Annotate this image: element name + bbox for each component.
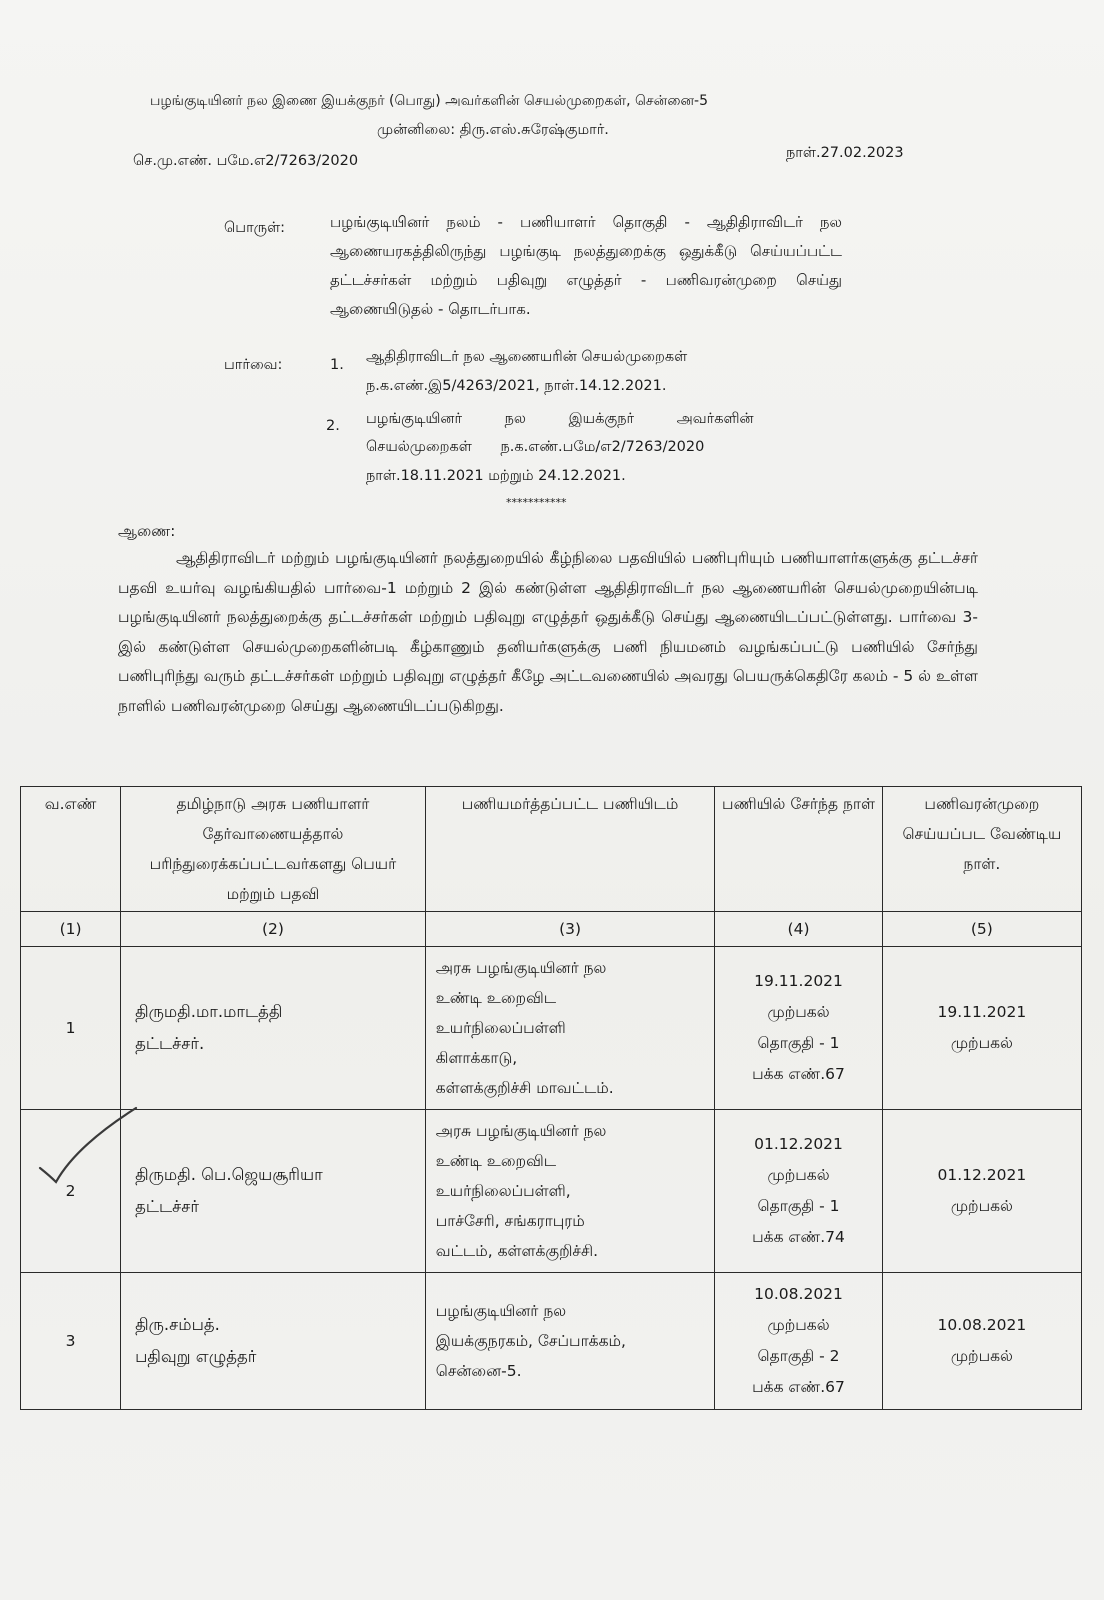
- order-body: ஆதிதிராவிடர் மற்றும் பழங்குடியினர் நலத்துறையில் கீழ்நிலை பதவியில் பணிபுரியும் பணியாளர்களுக்கு தட்டச்சர் பதவி உயர்வு வழங்கியதில் பார்வை-1 மற்றும் 2 இல் கண்டுள்ள ஆதிதிராவிடர் நல ஆணையரின் செயல்முறையின்படி பழங்குடியினர் நலத்துறைக்கு தட்டச்சர்கள் மற்றும் பதிவுறு எழுத்தர் ஒதுக்கீடு செய்து ஆணையிடப்பட்டுள்ளது. பார்வை 3-இல் கண்டுள்ள செயல்முறைகளின்படி கீழ்காணும் தனியர்களுக்கு பணி நியமனம் வழங்கப்பட்டு பணியில் சேர்ந்து பணிபுரிந்து வரும் தட்டச்சர்கள் மற்றும் பதிவுறு எழுத்தர் கீழே அட்டவணையில் அவரது பெயருக்கெதிரே கலம் - 5 ல் உள்ள நாளில் பணிவரன்முறை செய்து ஆணையிடப்படுகிறது.: [118, 549, 978, 715]
- row-name-post: [121, 947, 426, 1110]
- col-number-1: (1): [21, 912, 121, 947]
- row-posting-place: [425, 1273, 715, 1410]
- regularisation-session: முற்பகல்: [950, 1197, 1013, 1215]
- header-posting-place: பணியமர்த்தப்பட்ட பணியிடம்: [425, 787, 715, 912]
- row-joining-date: [715, 947, 882, 1110]
- row-joining-date: [715, 1110, 882, 1273]
- regularisation-date: 19.11.2021: [937, 1003, 1027, 1021]
- reference-1-line-2: ந.க.எண்.இ5/4263/2021, நாள்.14.12.2021.: [366, 378, 667, 394]
- reference-1-number: 1.: [330, 357, 344, 373]
- place-line: இயக்குநரகம், சேப்பாக்கம்,: [435, 1332, 626, 1350]
- place-line: கிளாக்காடு,: [435, 1049, 518, 1067]
- regularisation-session: முற்பகல்: [950, 1347, 1013, 1365]
- joining-date: 01.12.2021: [754, 1135, 843, 1153]
- row-regularisation-date: [882, 1110, 1081, 1273]
- reference-number: செ.மு.எண். பமே.எ2/7263/2020: [133, 153, 359, 169]
- row-joining-date: [715, 1273, 882, 1410]
- table-row: [21, 1273, 1082, 1410]
- place-line: பாச்சேரி, சங்கராபுரம்: [435, 1212, 585, 1230]
- joining-date: 10.08.2021: [754, 1285, 843, 1303]
- presence-line: முன்னிலை: திரு.எஸ்.சுரேஷ்குமார்.: [377, 122, 609, 138]
- table-header-row: [21, 787, 1082, 912]
- regularisation-session: முற்பகல்: [950, 1034, 1013, 1052]
- regularisation-date: 01.12.2021: [937, 1166, 1027, 1184]
- employee-name: திரு.சம்பத்.: [135, 1315, 220, 1334]
- regularisation-table: [20, 786, 1082, 1410]
- order-paragraph: [118, 544, 978, 721]
- employee-name: திருமதி. பெ.ஜெயசூரியா: [135, 1165, 323, 1184]
- column-number-row: [21, 912, 1082, 947]
- row-name-post: [121, 1273, 426, 1410]
- reference-2-line-3: நாள்.18.11.2021 மற்றும் 24.12.2021.: [366, 468, 626, 484]
- order-label: ஆணை:: [118, 522, 176, 540]
- reference-2-line-2: செயல்முறைகள் ந.க.எண்.பமே/எ2/7263/2020: [366, 439, 705, 455]
- table-row: [21, 1110, 1082, 1273]
- employee-post: பதிவுறு எழுத்தர்: [135, 1347, 257, 1366]
- row-posting-place: [425, 1110, 715, 1273]
- volume-ref: தொகுதி - 1: [757, 1034, 840, 1052]
- header-joining-date: பணியில் சேர்ந்த நாள்: [715, 787, 882, 912]
- place-line: உயர்நிலைப்பள்ளி: [435, 1019, 566, 1037]
- col-number-4: (4): [715, 912, 882, 947]
- volume-ref: தொகுதி - 2: [757, 1347, 840, 1365]
- place-line: உண்டி உறைவிட: [435, 1152, 557, 1170]
- document-title: பழங்குடியினர் நல இணை இயக்குநர் (பொது) அவர்களின் செயல்முறைகள், சென்னை-5: [150, 93, 708, 109]
- table-row: [21, 947, 1082, 1110]
- joining-date: 19.11.2021: [754, 972, 843, 990]
- col-number-5: (5): [882, 912, 1081, 947]
- page-ref: பக்க எண்.67: [752, 1065, 845, 1083]
- reference-1-line-1: ஆதிதிராவிடர் நல ஆணையரின் செயல்முறைகள்: [366, 349, 688, 365]
- reference-2-number: 2.: [326, 418, 340, 434]
- row-posting-place: [425, 947, 715, 1110]
- place-line: உயர்நிலைப்பள்ளி,: [435, 1182, 571, 1200]
- row-serial: 1: [21, 947, 121, 1110]
- volume-ref: தொகுதி - 1: [757, 1197, 840, 1215]
- row-serial: 2: [21, 1110, 121, 1273]
- row-regularisation-date: [882, 947, 1081, 1110]
- employee-post: தட்டச்சர்: [135, 1197, 200, 1216]
- place-line: அரசு பழங்குடியினர் நல: [435, 959, 607, 977]
- col-number-2: (2): [121, 912, 426, 947]
- place-line: கள்ளக்குறிச்சி மாவட்டம்.: [435, 1079, 614, 1097]
- page-ref: பக்க எண்.74: [752, 1228, 845, 1246]
- joining-session: முற்பகல்: [767, 1166, 830, 1184]
- row-regularisation-date: [882, 1273, 1081, 1410]
- reference-2-line-1: பழங்குடியினர் நல இயக்குநர் அவர்களின்: [366, 411, 754, 427]
- row-name-post: [121, 1110, 426, 1273]
- place-line: உண்டி உறைவிட: [435, 989, 557, 1007]
- place-line: பழங்குடியினர் நல: [435, 1302, 567, 1320]
- place-line: அரசு பழங்குடியினர் நல: [435, 1122, 607, 1140]
- subject-label: பொருள்:: [224, 220, 286, 236]
- page-ref: பக்க எண்.67: [752, 1378, 845, 1396]
- joining-session: முற்பகல்: [767, 1316, 830, 1334]
- references-label: பார்வை:: [224, 357, 283, 373]
- employee-name: திருமதி.மா.மாடத்தி: [135, 1002, 283, 1021]
- employee-post: தட்டச்சர்.: [135, 1034, 205, 1053]
- col-number-3: (3): [425, 912, 715, 947]
- separator-stars: ***********: [506, 496, 567, 509]
- subject-text: பழங்குடியினர் நலம் - பணியாளர் தொகுதி - ஆதிதிராவிடர் நல ஆணையரகத்திலிருந்து பழங்குடி நலத்துறைக்கு ஒதுக்கீடு செய்யப்பட்ட தட்டச்சர்கள் மற்றும் பதிவுறு எழுத்தர் - பணிவரன்முறை செய்து ஆணையிடுதல் - தொடர்பாக.: [330, 213, 842, 318]
- place-line: சென்னை-5.: [435, 1362, 522, 1380]
- document-date: நாள்.27.02.2023: [786, 145, 904, 161]
- header-serial: வ.எண்: [21, 787, 121, 912]
- regularisation-date: 10.08.2021: [937, 1316, 1027, 1334]
- row-serial: 3: [21, 1273, 121, 1410]
- joining-session: முற்பகல்: [767, 1003, 830, 1021]
- header-regularisation-date: பணிவரன்முறை செய்யப்பட வேண்டிய நாள்.: [882, 787, 1081, 912]
- place-line: வட்டம், கள்ளக்குறிச்சி.: [435, 1242, 599, 1260]
- header-name-post: தமிழ்நாடு அரசு பணியாளர் தேர்வாணையத்தால் பரிந்துரைக்கப்பட்டவர்களது பெயர் மற்றும் பதவி: [121, 787, 426, 912]
